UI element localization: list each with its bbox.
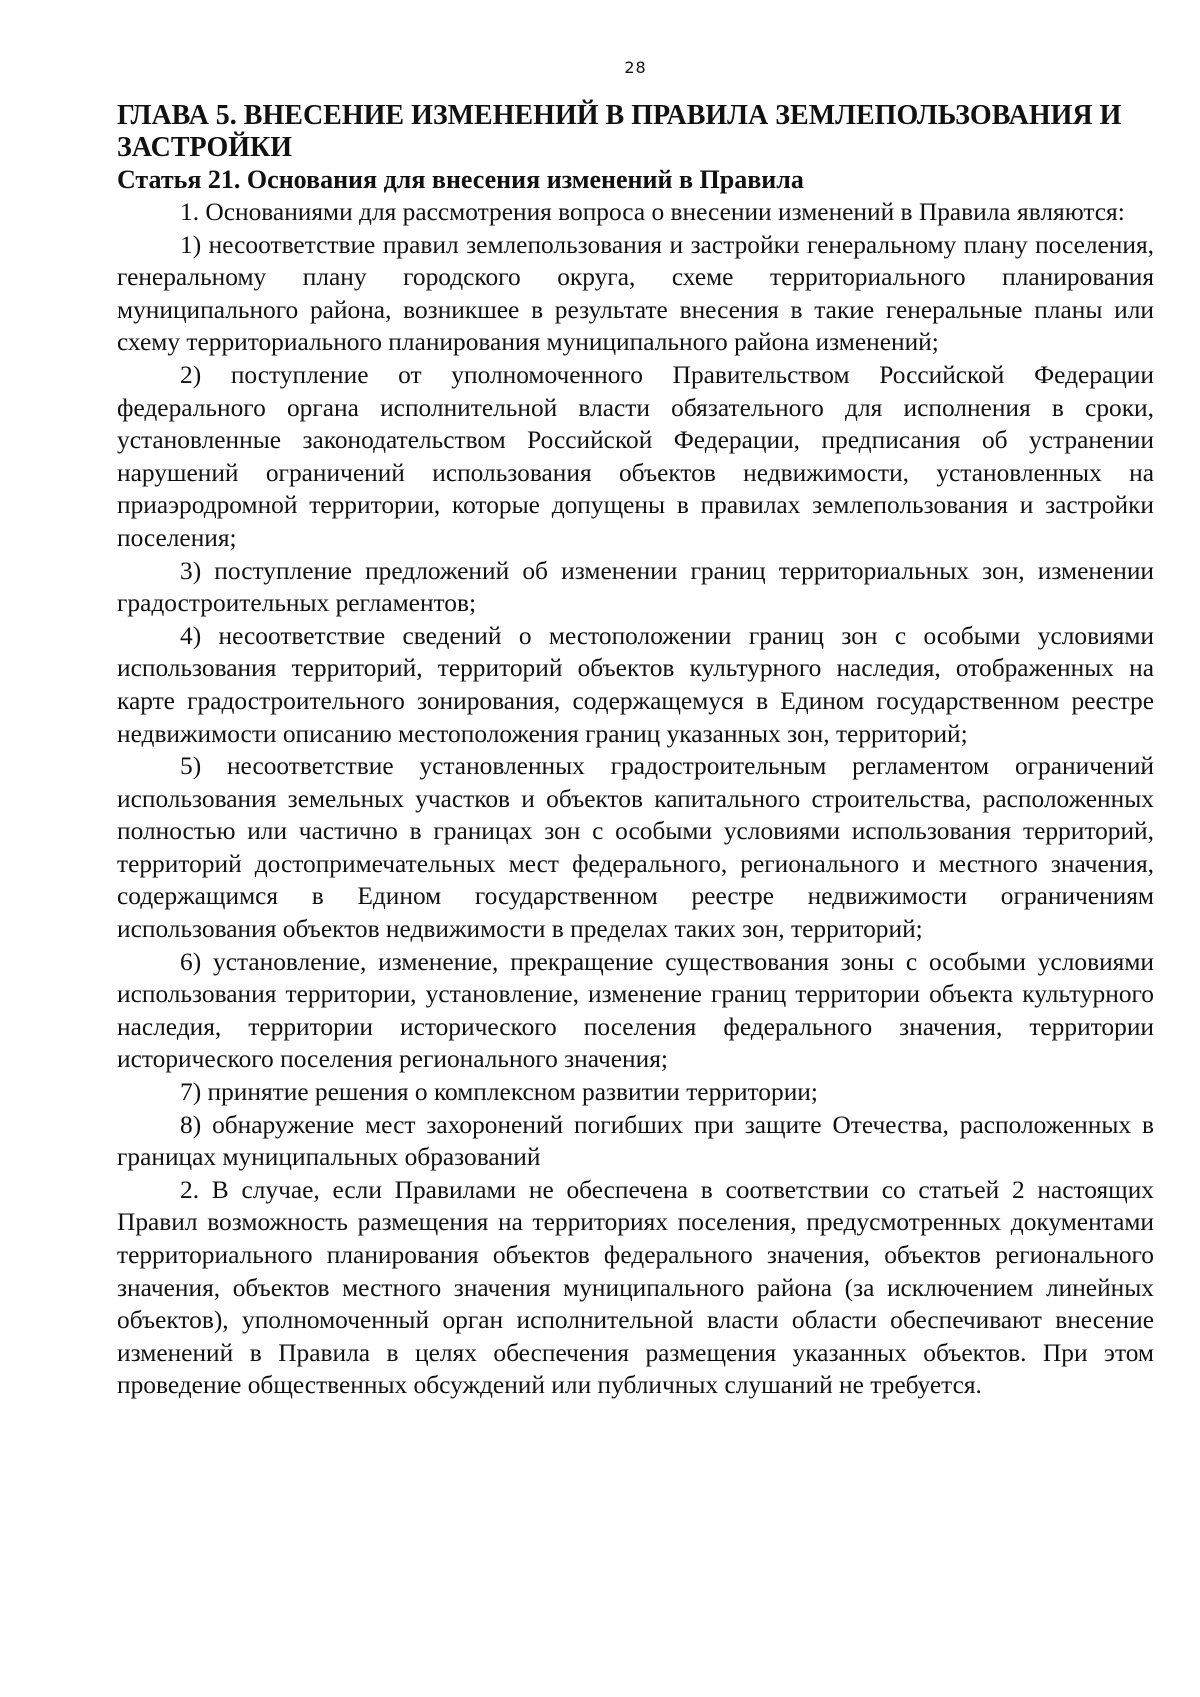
list-item-2: 2) поступление от уполномоченного Правительством Российской Федерации федерального органа исполнительной власти обязательного для исполнения в сроки, установленные законодательством Российской Федерации, предписания об устранении нарушений ограничений использования объектов недвижимости, установленных на приаэродромной территории, которые допущены в правилах землепользования и застройки поселения;	[117, 360, 1154, 552]
list-item-6: 6) установление, изменение, прекращение существования зоны с особыми условиями использования территории, установление, изменение границ территории объекта культурного наследия, территории исторического поселения федерального значения, территории исторического поселения регионального значения;	[117, 947, 1154, 1074]
paragraph-2: 2. В случае, если Правилами не обеспечена в соответствии со статьей 2 настоящих Правил возможность размещения на территориях поселения, предусмотренных документами территориального планирования объектов федерального значения, объектов регионального значения, объектов местного значения муниципального района (за исключением линейных объектов), уполномоченный орган исполнительной власти области обеспечивают внесение изменений в Правила в целях обеспечения размещения указанных объектов. При этом проведение общественных обсуждений или публичных слушаний не требуется.	[117, 1175, 1154, 1400]
list-item-5: 5) несоответствие установленных градостроительным регламентом ограничений использования земельных участков и объектов капитального строительства, расположенных полностью или частично в границах зон с особыми условиями использования территорий, территорий достопримечательных мест федерального, регионального и местного значения, содержащимся в Едином государственном реестре недвижимости ограничениям использования объектов недвижимости в пределах таких зон, территорий;	[117, 752, 1154, 944]
list-item-8: 8) обнаружение мест захоронений погибших при защите Отечества, расположенных в границах муниципальных образований	[117, 1110, 1154, 1172]
list-item-1: 1) несоответствие правил землепользования и застройки генеральному плану поселения, генеральному плану городского округа, схеме территориального планирования муниципального района, возникшее в результате внесения в такие генеральные планы или схему территориального планирования муниципального района изменений;	[117, 230, 1154, 357]
article-title: Статья 21. Основания для внесения изменений в Правила	[117, 165, 804, 194]
list-item-3: 3) поступление предложений об изменении границ территориальных зон, изменении градостроительных регламентов;	[117, 556, 1154, 618]
list-item-7: 7) принятие решения о комплексном развитии территории;	[180, 1078, 818, 1107]
chapter-title: ГЛАВА 5. ВНЕСЕНИЕ ИЗМЕНЕНИЙ В ПРАВИЛА ЗЕМЛЕПОЛЬЗОВАНИЯ И ЗАСТРОЙКИ	[117, 100, 1122, 163]
list-item-4: 4) несоответствие сведений о местоположении границ зон с особыми условиями использования территорий, территорий объектов культурного наследия, отображенных на карте градостроительного зонирования, содержащемуся в Едином государственном реестре недвижимости описанию местоположения границ указанных зон, территорий;	[117, 621, 1154, 748]
paragraph-1: 1. Основаниями для рассмотрения вопроса о внесении изменений в Правила являются:	[180, 198, 1125, 226]
page-number: 28	[624, 58, 647, 77]
document-page	[117, 56, 1154, 1402]
